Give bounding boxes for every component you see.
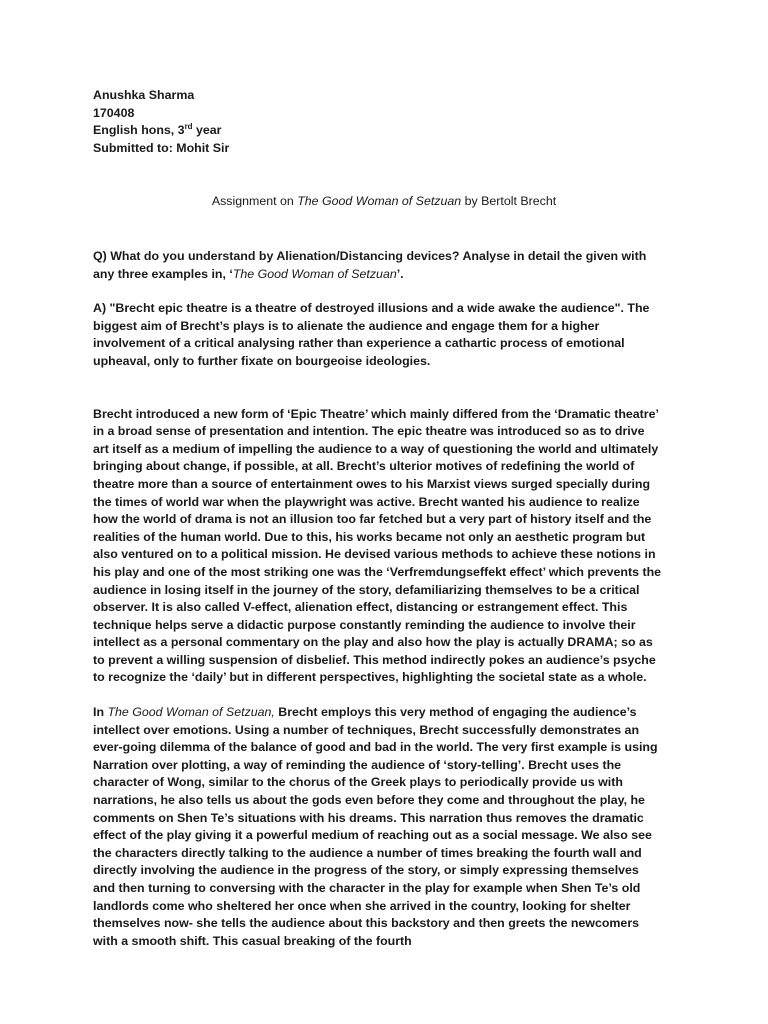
question-end: ’. bbox=[396, 266, 404, 281]
submitted-to: Submitted to: Mohit Sir bbox=[93, 140, 230, 155]
title-suffix: by Bertolt Brecht bbox=[461, 194, 557, 208]
paragraph-epic-theatre: Brecht introduced a new form of ‘Epic Theatre’ which mainly differed from the ‘Dramatic theatre’ in a broad sense of presentation and intention. The epic theatre was introduced so as to drive art itself as a medium of impelling the audience to a way of questioning the world and ultimately bringing about change, if possible, at all. Brecht’s ulterior motives of redefining the world of theatre more than a source of entertainment owes to his Marxist views surged specially during the times of world war when the playwright was active. Brecht wanted his audience to realize how the world of drama is not an illusion too far fetched but a very part of history itself and the realities of the human world. Due to this, his works became not only an aesthetic program but also ventured on to a political mission. He devised various methods to achieve these notions in his play and one of the most striking one was the ‘Verfremdungseffekt effect’ which prevents the audience in losing itself in the journey of the story, defamiliarizing themselves to be a critical observer. It is also called V-effect, alienation effect, distancing or estrangement effect. This technique helps serve a didactic purpose constantly reminding the audience to involve their intellect as a personal commentary on the play and also how the play is actually DRAMA; so as to prevent a willing suspension of disbelief. This method indirectly pokes an audience’s psyche to recognize the ‘daily’ but in different perspectives, highlighting the societal state as a whole. bbox=[93, 406, 662, 685]
question-work: The Good Woman of Setzuan bbox=[232, 266, 397, 281]
course-suffix: year bbox=[192, 123, 222, 138]
roll-number: 170408 bbox=[93, 105, 135, 120]
question-paragraph bbox=[93, 248, 663, 283]
course-superscript: rd bbox=[184, 122, 193, 132]
course-prefix: English hons, 3 bbox=[93, 123, 185, 138]
title-work: The Good Woman of Setzuan bbox=[297, 194, 462, 208]
assignment-title bbox=[0, 193, 768, 211]
question-text: Q) What do you understand by Alienation/Distancing devices? Analyse in detail the given with any three examples in, ‘ bbox=[93, 249, 647, 281]
answer-intro: A) "Brecht epic theatre is a theatre of destroyed illusions and a wide awake the audience". The biggest aim of Brecht’s plays is to alienate the audience and engage them for a higher involvement of a critical analysing rather than experience a cathartic process of emotional upheaval, only to further fixate on bourgeoise ideologies. bbox=[93, 301, 650, 368]
paragraph-work: The Good Woman of Setzuan, bbox=[107, 705, 275, 720]
paragraph-text: Brecht employs this very method of engaging the audience’s intellect over emotions. Using a number of techniques, Brecht successfully demonstrates an ever-going dilemma of the balance of good and bad in the world. The very first example is using Narration over plotting, a way of reminding the audience of ‘story-telling’. Brecht uses the character of Wong, similar to the chorus of the Greek plays to periodically provide us with narrations, he also tells us about the gods even before they come and throughout the play, he comments on Shen Te’s situations with his dreams. This narration thus removes the dramatic effect of the play giving it a powerful medium of reaching out as a social message. We also see the characters directly talking to the audience a number of times breaking the fourth wall and directly involving the audience in the progress of the story, or simply expressing themselves and then turning to conversing with the character in the play for example when Shen Te’s old landlords come who sheltered her once when she arrived in the country, looking for shelter themselves now- she tells the audience about this backstory and then greets the newcomers with a smooth shift. This casual breaking of the fourth bbox=[93, 705, 658, 948]
document-body bbox=[93, 248, 663, 967]
student-name: Anushka Sharma bbox=[93, 88, 195, 102]
paragraph-lead: In bbox=[93, 705, 108, 720]
course-line bbox=[93, 122, 229, 140]
paragraph-setzuan bbox=[93, 704, 663, 950]
author-header bbox=[93, 87, 229, 157]
title-prefix: Assignment on bbox=[211, 194, 298, 208]
paragraph-gap bbox=[93, 388, 663, 406]
